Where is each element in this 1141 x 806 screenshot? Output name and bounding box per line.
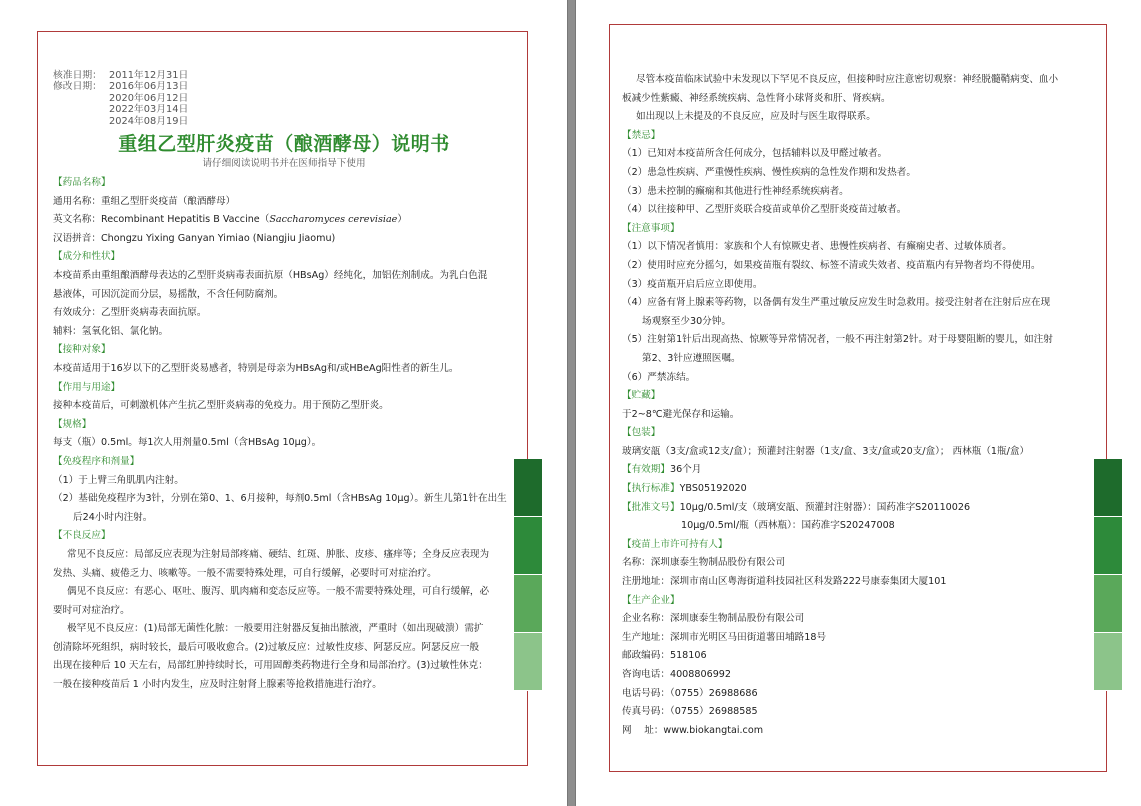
contraindication-item: （2）患急性疾病、严重慢性疾病、慢性疾病的急性发作期和发热者。	[622, 166, 916, 178]
section-heading-target: 【接种对象】	[53, 344, 111, 356]
storage-text: 于2~8℃避光保存和运输。	[622, 408, 740, 420]
schedule-item: （1）于上臂三角肌肌内注射。	[53, 474, 184, 486]
precaution-item-continued: 场观察至少30分钟。	[642, 315, 731, 327]
target-text: 本疫苗适用于16岁以下的乙型肝炎易感者，特别是母亲为HBsAg和/或HBeAg阳性者的新生儿。	[53, 362, 459, 374]
modify-date: 2016年06月13日	[109, 81, 189, 93]
holder-address: 注册地址：深圳市南山区粤海街道科技园社区科发路222号康泰集团大厦101	[622, 576, 947, 588]
modify-date: 2020年06月12日	[109, 92, 189, 104]
composition-text: 本疫苗系由重组酿酒酵母表达的乙型肝炎病毒表面抗原（HBsAg）经纯化，加铝佐剂制成。为乳白色混	[53, 270, 488, 281]
adverse-text: 出现在接种后 10 天左右，局部红肿持续时长，可用固醇类药物进行全身和局部治疗。(3)过敏性休克：	[53, 660, 488, 672]
pinyin-name: 汉语拼音：Chongzu Yixing Ganyan Yimiao (Niangjiu Jiaomu)	[53, 232, 336, 244]
section-heading-contraindications: 【禁忌】	[622, 129, 661, 141]
precaution-item: （4）应备有肾上腺素等药物，以备偶有发生严重过敏反应发生时急救用。接受注射者在注射后应在现	[622, 297, 1051, 309]
adverse-text: 板减少性紫癜、神经系统疾病、急性肾小球肾炎和肝、肾疾病。	[622, 92, 891, 104]
page-gutter	[567, 0, 576, 806]
phone-number: 电话号码：（0755）26988686	[622, 687, 758, 699]
section-heading-precautions: 【注意事项】	[622, 222, 680, 234]
section-heading-validity: 【有效期】	[622, 464, 670, 476]
section-heading-approval: 【批准文号】	[622, 501, 680, 513]
date-block	[53, 70, 515, 127]
approval-value: 10μg/0.5ml/瓶（西林瓶）：国药准字S20247008	[681, 520, 895, 532]
contraindication-item: （3）患未控制的癫痫和其他进行性神经系统疾病者。	[622, 185, 849, 197]
approve-date-label: 核准日期：	[53, 70, 102, 81]
document-subtitle: 请仔细阅读说明书并在医师指导下使用	[202, 158, 366, 170]
contraindication-item: （1）已知对本疫苗所含任何成分，包括辅料以及甲醛过敏者。	[622, 148, 888, 160]
adverse-text: 要时可对症治疗。	[53, 604, 130, 616]
modify-date: 2024年08月19日	[109, 115, 189, 127]
active-ingredient: 有效成分：乙型肝炎病毒表面抗原。	[53, 307, 207, 319]
english-name-species: Saccharomyces cerevisiae	[269, 214, 398, 226]
adverse-text: 一般在接种疫苗后 1 小时内发生，应及时注射肾上腺素等抢救措施进行治疗。	[53, 679, 382, 691]
precaution-item: （2）使用时应充分摇匀，如果疫苗瓶有裂纹、标签不清或失效者、疫苗瓶内有异物者均不得使用。	[622, 259, 1041, 271]
maker-name: 企业名称：深圳康泰生物制品股份有限公司	[622, 613, 805, 625]
approve-date: 2011年12月31日	[109, 70, 189, 81]
section-heading-schedule: 【免疫程序和剂量】	[53, 455, 140, 467]
edge-tab	[514, 633, 542, 691]
maker-address: 生产地址：深圳市光明区马田街道薯田埔路18号	[622, 631, 827, 643]
spec-text: 每支（瓶）0.5ml。每1次人用剂量0.5ml（含HBsAg 10μg）。	[53, 437, 322, 449]
edge-tab	[514, 459, 542, 517]
hotline: 咨询电话：4008806992	[622, 669, 732, 680]
modify-date: 2022年03月14日	[109, 104, 189, 116]
adverse-text: 偶见不良反应：有恶心、呕吐、腹泻、肌肉痛和変态反应等。一般不需要特殊处理，可自行缓解，必	[67, 586, 490, 598]
precaution-item-continued: 第2、3针应遵照医嘱。	[642, 352, 741, 364]
edge-tab	[514, 517, 542, 575]
left-edge-tabs	[514, 459, 542, 691]
common-name: 通用名称：重组乙型肝炎疫苗（酿酒酵母）	[53, 195, 236, 207]
modify-date-label: 修改日期：	[53, 81, 102, 93]
right-edge-tabs	[1094, 459, 1122, 691]
section-heading-adverse: 【不良反应】	[53, 530, 111, 542]
edge-tab	[514, 575, 542, 633]
document-title: 重组乙型肝炎疫苗（酿酒酵母）说明书	[118, 133, 450, 156]
contraindication-item: （4）以往接种甲、乙型肝炎联合疫苗或单价乙型肝炎疫苗过敏者。	[622, 204, 907, 216]
standard-value: YBS05192020	[679, 483, 747, 495]
edge-tab	[1094, 575, 1122, 633]
section-heading-spec: 【规格】	[53, 418, 92, 430]
section-heading-composition: 【成分和性状】	[53, 251, 121, 263]
precaution-item: （6）严禁冻结。	[622, 371, 696, 383]
edge-tab	[1094, 633, 1122, 691]
adverse-text: 常见不良反应：局部反应表现为注射局部疼痛、硬结、红斑、肿胀、皮疹、瘙痒等；全身反应表现为	[67, 548, 490, 560]
schedule-item-continued: 后24小时内注射。	[73, 511, 153, 523]
approval-row	[622, 499, 1094, 518]
section-heading-package: 【包装】	[622, 427, 661, 439]
edge-tab	[1094, 459, 1122, 517]
section-heading-manufacturer: 【生产企业】	[622, 594, 680, 606]
composition-text: 悬液体，可因沉淀而分层，易摇散，不含任何防腐剂。	[53, 288, 284, 300]
precaution-item: （3）疫苗瓶开启后应立即使用。	[622, 278, 763, 290]
english-name-prefix: 英文名称：Recombinant Hepatitis B Vaccine（	[53, 214, 270, 226]
adverse-text: 创清除坏死组织，病时较长，最后可吸收愈合。(2)过敏反应：过敏性皮疹、阿瑟反应。阿瑟反应一般	[53, 641, 480, 653]
right-page-content	[622, 71, 1094, 740]
standard-row	[622, 480, 1094, 499]
effect-text: 接种本疫苗后，可刺激机体产生抗乙型肝炎病毒的免疫力。用于预防乙型肝炎。	[53, 400, 389, 412]
precaution-item: （1）以下情况者慎用：家族和个人有惊厥史者、患慢性疾病者、有癫痫史者、过敏体质者。	[622, 241, 1012, 253]
section-heading-effect: 【作用与用途】	[53, 381, 121, 393]
adverse-text: 如出现以上未提及的不良反应，应及时与医生取得联系。	[636, 111, 876, 123]
approval-value: 10μg/0.5ml/支（玻璃安瓿、预灌封注射器）：国药准字S20110026	[679, 501, 971, 513]
edge-tab	[1094, 517, 1122, 575]
excipient: 辅料：氢氧化铝、氯化钠。	[53, 325, 169, 337]
section-heading-license-holder: 【疫苗上市许可持有人】	[622, 538, 728, 550]
adverse-text: 尽管本疫苗临床试验中未发现以下罕见不良反应，但接种时应注意密切观察：神经脱髓鞘病变、血小	[636, 74, 1059, 85]
adverse-text: 极罕见不良反应：(1)局部无菌性化脓：一般要用注射器反复抽出脓液，严重时（如出现破溃）需扩	[67, 623, 484, 635]
package-text: 玻璃安瓿（3支/盒或12支/盒）；预灌封注射器（1支/盒、3支/盒或20支/盒）； 西林瓶（1瓶/盒）	[622, 445, 1030, 457]
precaution-item: （5）注射第1针后出现高热、惊厥等异常情况者，一般不再注射第2针。对于母婴阻断的婴儿，如注射	[622, 334, 1053, 346]
section-heading-storage: 【贮藏】	[622, 390, 661, 402]
left-page-content	[53, 70, 515, 695]
validity-row	[622, 461, 1094, 480]
postcode: 邮政编码：518106	[622, 650, 707, 662]
fax-number: 传真号码：（0755）26988585	[622, 706, 758, 718]
website: 网 址：www.biokangtai.com	[622, 724, 764, 736]
holder-name: 名称：深圳康泰生物制品股份有限公司	[622, 557, 786, 569]
adverse-text: 发热、头痛、疲倦乏力、咳嗽等。一般不需要特殊处理，可自行缓解，必要时可对症治疗。	[53, 567, 437, 579]
english-name-suffix: ）	[397, 214, 407, 226]
english-name	[53, 211, 515, 230]
validity-value: 36个月	[669, 464, 702, 476]
section-heading-drug-name: 【药品名称】	[53, 177, 111, 189]
schedule-item: （2）基础免疫程序为3针，分别在第0、1、6月接种，每剂0.5ml（含HBsAg 10μg）。新生儿第1针在出生	[53, 493, 507, 505]
section-heading-standard: 【执行标准】	[622, 483, 680, 495]
